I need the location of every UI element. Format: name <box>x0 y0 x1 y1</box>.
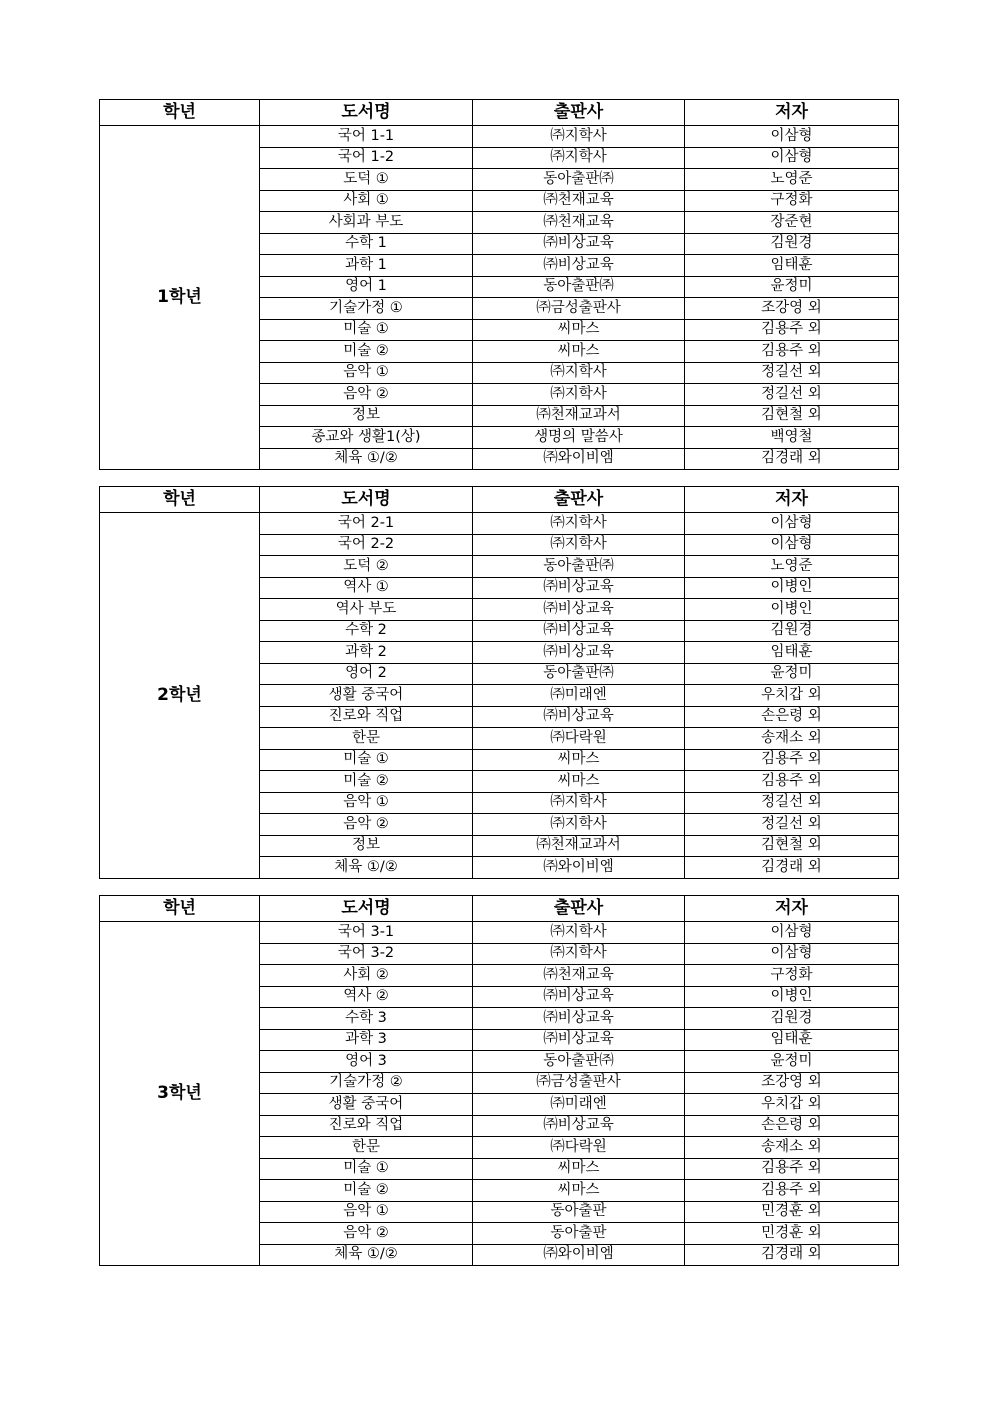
author-cell: 이병인 <box>685 577 899 599</box>
book-title-cell: 영어 1 <box>260 276 473 298</box>
header-row <box>100 896 899 922</box>
book-title-cell: 사회 ① <box>260 190 473 212</box>
publisher-cell: ㈜와이비엠 <box>473 1244 685 1266</box>
publisher-cell: ㈜천재교육 <box>473 212 685 234</box>
author-cell: 김현철 외 <box>685 835 899 857</box>
author-cell: 윤정미 <box>685 276 899 298</box>
book-title-cell: 역사 ① <box>260 577 473 599</box>
header-grade: 학년 <box>100 896 260 922</box>
publisher-cell: 씨마스 <box>473 341 685 363</box>
author-cell: 이삼형 <box>685 126 899 148</box>
author-cell: 김용주 외 <box>685 771 899 793</box>
publisher-cell: 동아출판㈜ <box>473 169 685 191</box>
author-cell: 우치갑 외 <box>685 685 899 707</box>
author-cell: 김경래 외 <box>685 448 899 470</box>
book-title-cell: 영어 2 <box>260 663 473 685</box>
author-cell: 윤정미 <box>685 1051 899 1073</box>
grade-3-textbook-table <box>99 895 899 1266</box>
book-title-cell: 국어 1-1 <box>260 126 473 148</box>
author-cell: 이삼형 <box>685 534 899 556</box>
book-title-cell: 도덕 ① <box>260 169 473 191</box>
book-title-cell: 음악 ① <box>260 792 473 814</box>
header-title: 도서명 <box>260 896 473 922</box>
book-title-cell: 미술 ② <box>260 1180 473 1202</box>
author-cell: 김현철 외 <box>685 405 899 427</box>
book-title-cell: 체육 ①/② <box>260 448 473 470</box>
book-title-cell: 정보 <box>260 835 473 857</box>
author-cell: 김원경 <box>685 620 899 642</box>
header-author: 저자 <box>685 896 899 922</box>
publisher-cell: ㈜비상교육 <box>473 599 685 621</box>
publisher-cell: 생명의 말씀사 <box>473 427 685 449</box>
publisher-cell: 동아출판 <box>473 1201 685 1223</box>
author-cell: 김용주 외 <box>685 1158 899 1180</box>
grade-label: 2학년 <box>100 513 260 879</box>
publisher-cell: ㈜미래엔 <box>473 1094 685 1116</box>
publisher-cell: 씨마스 <box>473 319 685 341</box>
author-cell: 김용주 외 <box>685 1180 899 1202</box>
book-title-cell: 미술 ② <box>260 341 473 363</box>
header-grade: 학년 <box>100 100 260 126</box>
grade-label: 3학년 <box>100 922 260 1266</box>
publisher-cell: ㈜비상교육 <box>473 986 685 1008</box>
header-row <box>100 487 899 513</box>
author-cell: 조강영 외 <box>685 1072 899 1094</box>
author-cell: 김경래 외 <box>685 1244 899 1266</box>
header-row <box>100 100 899 126</box>
publisher-cell: ㈜미래엔 <box>473 685 685 707</box>
author-cell: 김용주 외 <box>685 319 899 341</box>
book-title-cell: 과학 1 <box>260 255 473 277</box>
book-title-cell: 영어 3 <box>260 1051 473 1073</box>
grade-1-textbook-table <box>99 99 899 470</box>
book-title-cell: 음악 ① <box>260 362 473 384</box>
author-cell: 윤정미 <box>685 663 899 685</box>
author-cell: 장준현 <box>685 212 899 234</box>
header-author: 저자 <box>685 487 899 513</box>
author-cell: 이삼형 <box>685 943 899 965</box>
author-cell: 정길선 외 <box>685 362 899 384</box>
author-cell: 이병인 <box>685 986 899 1008</box>
book-title-cell: 과학 3 <box>260 1029 473 1051</box>
publisher-cell: 동아출판㈜ <box>473 556 685 578</box>
author-cell: 우치갑 외 <box>685 1094 899 1116</box>
publisher-cell: ㈜다락원 <box>473 728 685 750</box>
publisher-cell: ㈜지학사 <box>473 534 685 556</box>
publisher-cell: 씨마스 <box>473 1180 685 1202</box>
grade-label: 1학년 <box>100 126 260 470</box>
publisher-cell: ㈜지학사 <box>473 943 685 965</box>
author-cell: 임태훈 <box>685 255 899 277</box>
author-cell: 김원경 <box>685 1008 899 1030</box>
publisher-cell: ㈜금성출판사 <box>473 298 685 320</box>
author-cell: 임태훈 <box>685 1029 899 1051</box>
author-cell: 송재소 외 <box>685 1137 899 1159</box>
author-cell: 김용주 외 <box>685 749 899 771</box>
publisher-cell: ㈜비상교육 <box>473 577 685 599</box>
publisher-cell: ㈜비상교육 <box>473 1008 685 1030</box>
book-title-cell: 생활 중국어 <box>260 685 473 707</box>
author-cell: 이삼형 <box>685 513 899 535</box>
publisher-cell: ㈜비상교육 <box>473 233 685 255</box>
header-publisher: 출판사 <box>473 100 685 126</box>
publisher-cell: 씨마스 <box>473 749 685 771</box>
author-cell: 조강영 외 <box>685 298 899 320</box>
publisher-cell: ㈜비상교육 <box>473 706 685 728</box>
publisher-cell: ㈜지학사 <box>473 513 685 535</box>
publisher-cell: ㈜비상교육 <box>473 642 685 664</box>
publisher-cell: ㈜천재교육 <box>473 965 685 987</box>
header-publisher: 출판사 <box>473 487 685 513</box>
publisher-cell: ㈜비상교육 <box>473 620 685 642</box>
author-cell: 노영준 <box>685 169 899 191</box>
publisher-cell: ㈜지학사 <box>473 922 685 944</box>
book-title-cell: 기술가정 ① <box>260 298 473 320</box>
book-title-cell: 국어 1-2 <box>260 147 473 169</box>
author-cell: 손은령 외 <box>685 706 899 728</box>
book-title-cell: 역사 ② <box>260 986 473 1008</box>
book-title-cell: 한문 <box>260 1137 473 1159</box>
publisher-cell: ㈜비상교육 <box>473 1115 685 1137</box>
publisher-cell: ㈜비상교육 <box>473 255 685 277</box>
author-cell: 김용주 외 <box>685 341 899 363</box>
header-author: 저자 <box>685 100 899 126</box>
author-cell: 정길선 외 <box>685 384 899 406</box>
header-grade: 학년 <box>100 487 260 513</box>
book-title-cell: 한문 <box>260 728 473 750</box>
book-title-cell: 진로와 직업 <box>260 1115 473 1137</box>
header-title: 도서명 <box>260 487 473 513</box>
publisher-cell: 동아출판㈜ <box>473 663 685 685</box>
publisher-cell: ㈜지학사 <box>473 147 685 169</box>
author-cell: 김경래 외 <box>685 857 899 879</box>
publisher-cell: ㈜지학사 <box>473 792 685 814</box>
book-title-cell: 음악 ② <box>260 1223 473 1245</box>
book-title-cell: 미술 ① <box>260 749 473 771</box>
book-title-cell: 사회과 부도 <box>260 212 473 234</box>
book-title-cell: 국어 3-2 <box>260 943 473 965</box>
table-row <box>100 126 899 148</box>
author-cell: 구정화 <box>685 965 899 987</box>
author-cell: 송재소 외 <box>685 728 899 750</box>
book-title-cell: 과학 2 <box>260 642 473 664</box>
author-cell: 손은령 외 <box>685 1115 899 1137</box>
book-title-cell: 기술가정 ② <box>260 1072 473 1094</box>
book-title-cell: 체육 ①/② <box>260 857 473 879</box>
book-title-cell: 미술 ① <box>260 1158 473 1180</box>
book-title-cell: 도덕 ② <box>260 556 473 578</box>
publisher-cell: ㈜와이비엠 <box>473 857 685 879</box>
book-title-cell: 역사 부도 <box>260 599 473 621</box>
author-cell: 이병인 <box>685 599 899 621</box>
author-cell: 이삼형 <box>685 147 899 169</box>
book-title-cell: 생활 중국어 <box>260 1094 473 1116</box>
publisher-cell: ㈜비상교육 <box>473 1029 685 1051</box>
header-publisher: 출판사 <box>473 896 685 922</box>
book-title-cell: 진로와 직업 <box>260 706 473 728</box>
book-title-cell: 음악 ② <box>260 384 473 406</box>
author-cell: 임태훈 <box>685 642 899 664</box>
publisher-cell: 동아출판㈜ <box>473 1051 685 1073</box>
publisher-cell: 씨마스 <box>473 1158 685 1180</box>
book-title-cell: 수학 3 <box>260 1008 473 1030</box>
author-cell: 이삼형 <box>685 922 899 944</box>
book-title-cell: 정보 <box>260 405 473 427</box>
publisher-cell: ㈜와이비엠 <box>473 448 685 470</box>
publisher-cell: 동아출판 <box>473 1223 685 1245</box>
book-title-cell: 국어 3-1 <box>260 922 473 944</box>
publisher-cell: ㈜천재교과서 <box>473 835 685 857</box>
publisher-cell: ㈜금성출판사 <box>473 1072 685 1094</box>
author-cell: 민경훈 외 <box>685 1223 899 1245</box>
author-cell: 김원경 <box>685 233 899 255</box>
book-title-cell: 국어 2-1 <box>260 513 473 535</box>
publisher-cell: ㈜지학사 <box>473 362 685 384</box>
book-title-cell: 국어 2-2 <box>260 534 473 556</box>
author-cell: 정길선 외 <box>685 814 899 836</box>
book-title-cell: 미술 ② <box>260 771 473 793</box>
author-cell: 민경훈 외 <box>685 1201 899 1223</box>
book-title-cell: 음악 ② <box>260 814 473 836</box>
book-title-cell: 수학 2 <box>260 620 473 642</box>
book-title-cell: 사회 ② <box>260 965 473 987</box>
book-title-cell: 음악 ① <box>260 1201 473 1223</box>
author-cell: 백영철 <box>685 427 899 449</box>
publisher-cell: 씨마스 <box>473 771 685 793</box>
publisher-cell: 동아출판㈜ <box>473 276 685 298</box>
book-title-cell: 체육 ①/② <box>260 1244 473 1266</box>
author-cell: 노영준 <box>685 556 899 578</box>
author-cell: 구정화 <box>685 190 899 212</box>
author-cell: 정길선 외 <box>685 792 899 814</box>
table-row <box>100 513 899 535</box>
table-row <box>100 922 899 944</box>
publisher-cell: ㈜지학사 <box>473 126 685 148</box>
publisher-cell: ㈜지학사 <box>473 814 685 836</box>
publisher-cell: ㈜천재교과서 <box>473 405 685 427</box>
publisher-cell: ㈜지학사 <box>473 384 685 406</box>
publisher-cell: ㈜천재교육 <box>473 190 685 212</box>
header-title: 도서명 <box>260 100 473 126</box>
grade-2-textbook-table <box>99 486 899 879</box>
book-title-cell: 종교와 생활1(상) <box>260 427 473 449</box>
book-title-cell: 미술 ① <box>260 319 473 341</box>
book-title-cell: 수학 1 <box>260 233 473 255</box>
publisher-cell: ㈜다락원 <box>473 1137 685 1159</box>
